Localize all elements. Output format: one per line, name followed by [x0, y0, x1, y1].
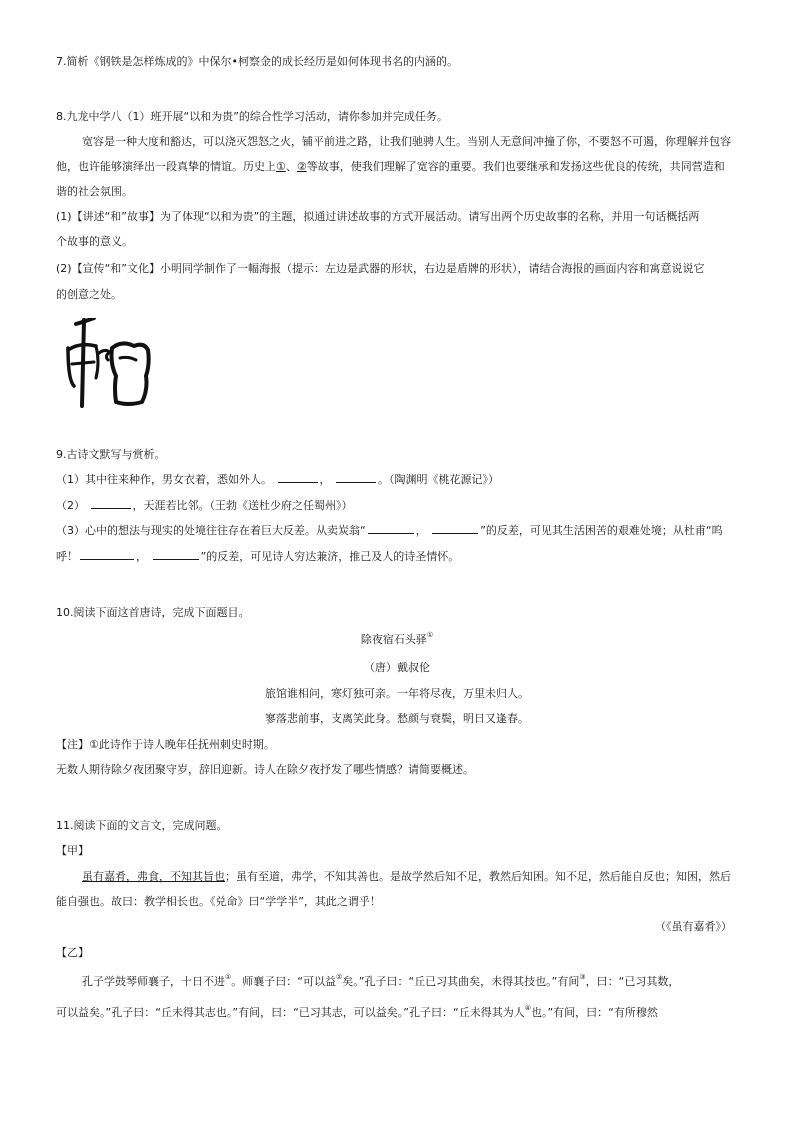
q9-s2-blank [91, 497, 131, 509]
q11-note-mark-1: ① [225, 973, 232, 981]
q10-note: 【注】①此诗作于诗人晚年任抚州刺史时期。 [56, 738, 275, 751]
q11-jia-text-1: ；虽有至道，弗学，不知其善也。是故学然后知不足，教然后知困。知不足，然后能自反也；知困，然后 [225, 870, 731, 883]
q11-jia-label: 【甲】 [56, 844, 89, 857]
q8-task1-line1: (1)【讲述“和”故事】为了体现“以和为贵”的主题，拟通过讲述故事的方式开展活动。请写出两个历史故事的名称，并用一句话概括两 [56, 210, 700, 223]
q9-s3-text-f: ”的反差，可见诗人穷达兼济，推己及人的诗圣情怀。 [200, 550, 460, 563]
q10-poem-line-1: 旅馆谁相问，寒灯独可亲。一年将尽夜，万里未归人。 [265, 687, 529, 700]
q11-yi-text-d: ，曰：“已习其数， [585, 975, 680, 988]
q10-poem-line-2: 寥落悲前事，支离笑此身。愁颜与衰鬓，明日又逢春。 [265, 712, 529, 725]
q9-sentence-3-line1 [56, 522, 723, 539]
q9-s3-comma-1: ， [415, 524, 427, 537]
q8-task1-line2: 个故事的意义。 [56, 235, 133, 248]
q9-sentence-2 [56, 497, 353, 514]
q8-intro-line2 [56, 159, 725, 175]
q8-task2-line2: 的创意之处。 [56, 288, 122, 301]
q11-jia-underlined: 虽有嘉肴，弗食，不知其旨也 [82, 870, 225, 883]
q9-s1-text: （1）其中往来种作，男女衣着，悉如外人。 [56, 473, 272, 486]
q11-jia-line2: 能自强也。故曰：教学相长也。《兑命》曰“学学半”，其此之谓乎！ [56, 895, 381, 908]
q8-sep: 、 [285, 160, 297, 173]
q7-text: 7.简析《钢铁是怎样炼成的》中保尔•柯察金的成长经历是如何体现书名的内涵的。 [56, 55, 458, 68]
q9-sentence-1 [56, 471, 499, 488]
q8-title: 8.九龙中学八（1）班开展“以和为贵”的综合性学习活动，请你参加并完成任务。 [56, 110, 448, 123]
q10-question: 无数人期待除夕夜团聚守岁，辞旧迎新。诗人在除夕夜抒发了哪些情感？请简要概述。 [56, 763, 474, 776]
q10-poem-title [0, 632, 794, 648]
q10-poem-note-mark: ① [426, 631, 434, 639]
q11-yi-text-e: 可以益矣。”孔子曰：“丘未得其志也。”有间，曰：“已习其志，可以益矣。”孔子曰：“丘未得其为人 [56, 1006, 525, 1019]
q9-s1-source: 。（陶渊明《桃花源记》） [378, 473, 499, 486]
q9-s1-blank-2 [336, 471, 376, 483]
q9-s3-text-a: （3）心中的想法与现实的处境往往存在着巨大反差。从卖炭翁“ [56, 524, 366, 537]
q11-yi-line1 [82, 974, 679, 990]
q10-title: 10.阅读下面这首唐诗，完成下面题目。 [56, 606, 250, 619]
q9-s3-blank-2 [432, 522, 478, 534]
q9-s3-text-c: ”的反差，可见其生活困苦的艰难处境；从杜甫“呜 [480, 524, 723, 537]
q11-yi-text-f: 也。”有间，曰：“有所穆然 [530, 1006, 658, 1019]
q11-yi-line2 [56, 1005, 658, 1021]
q11-yi-text-b: 。师襄子曰：“可以益 [231, 975, 336, 988]
q11-yi-text-c: 矣。”孔子曰：“丘已习其曲矣，未得其技也。”有间 [342, 975, 580, 988]
q9-s3-blank-3 [80, 548, 134, 560]
q9-s3-blank-4 [153, 548, 199, 560]
q11-yi-text-a: 孔子学鼓琴师襄子，十日不进 [82, 975, 225, 988]
q9-s1-blank-1 [278, 471, 318, 483]
q8-intro-text-b: 等故事，使我们理解了宽容的重要。我们也要继承和发扬这些优良的传统，共同营造和 [306, 160, 725, 173]
q9-s3-blank-1 [368, 522, 414, 534]
q10-author: （唐）戴叔伦 [364, 661, 430, 674]
q11-note-mark-2: ② [335, 973, 343, 981]
q11-note-mark-3: ③ [579, 973, 586, 981]
q11-jia-line1 [82, 869, 731, 885]
q8-intro-line1: 宽容是一种大度和豁达，可以浇灭怨怒之火，铺平前进之路，让我们驰骋人生。当别人无意间冲撞了你，不要怒不可遏，你理解并包容 [82, 135, 731, 148]
q9-s2-text: ，天涯若比邻。（王勃《送杜少府之任蜀州》） [132, 499, 353, 512]
q11-yi-label: 【乙】 [56, 946, 89, 959]
q8-blank-1: ① [276, 160, 286, 173]
q9-s2-num: （2） [56, 499, 85, 512]
q9-title: 9.古诗文默写与赏析。 [56, 448, 166, 461]
q9-s3-text-d: 呼！ [56, 550, 78, 563]
q11-title: 11.阅读下面的文言文，完成问题。 [56, 819, 228, 832]
he-poster-image [64, 318, 164, 414]
q8-task2-line1: (2)【宣传“和”文化】小明同学制作了一幅海报（提示：左边是武器的形状，右边是盾牌的形状），请结合海报的画面内容和寓意说说它 [56, 262, 705, 275]
q11-jia-source: （《虽有嘉肴》） [655, 920, 732, 933]
q8-intro-line3: 谐的社会氛围。 [56, 185, 133, 198]
q8-intro-text: 他，也许能够演绎出一段真挚的情谊。历史上 [56, 160, 276, 173]
q11-note-mark-4: ④ [524, 1004, 531, 1012]
q8-blank-2: ② [296, 160, 307, 173]
q9-sentence-3-line2 [56, 548, 459, 565]
q9-s3-comma-2: ， [136, 550, 147, 563]
q9-s1-comma: ， [319, 473, 331, 486]
q10-poem-title-text: 除夜宿石头驿 [360, 633, 427, 646]
